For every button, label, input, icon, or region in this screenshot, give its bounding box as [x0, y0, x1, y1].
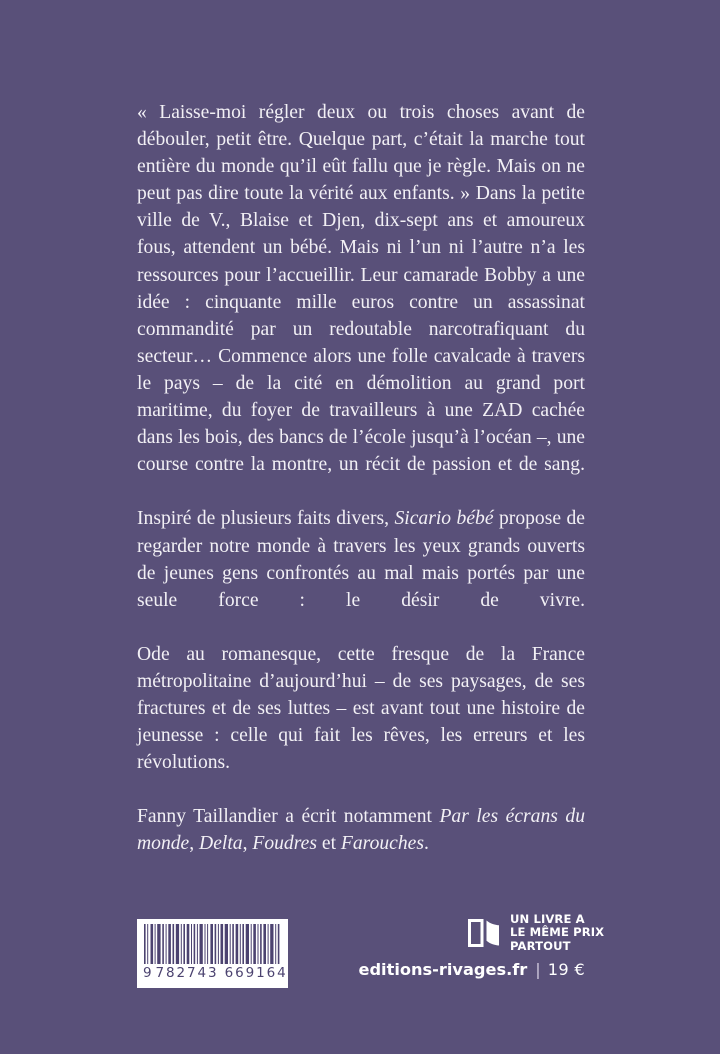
logo-line-1: UN LIVRE A: [510, 912, 585, 926]
author-bio: [137, 803, 585, 857]
publisher-price-line: [300, 960, 585, 979]
fixed-price-logo-text: [510, 913, 604, 953]
publisher-website[interactable]: editions-rivages.fr: [358, 960, 528, 979]
bio-period: .: [423, 833, 429, 855]
bio-separator-2: ,: [242, 833, 253, 855]
paragraph-spacer: [137, 776, 585, 803]
book-title-delta: Delta: [199, 833, 243, 855]
blurb-text-block: [137, 99, 585, 858]
blurb-paragraph-1: « Laisse-moi régler deux ou trois choses avant de débouler, petit être. Quelque part, c’était la marche tout entière du monde qu’il eût fallu que je règle. Mais on ne peut pas dire toute la vérité aux enfants. » Dans la petite ville de V., Blaise et Djen, dix-sept ans et amoureux fous, attendent un bébé. Mais ni l’un ni l’autre n’a les ressources pour l’accueillir. Leur camarade Bobby a une idée : cinquante mille euros contre un assassinat commandité par un redoutable narcotrafiquant du secteur… Commence alors une folle cavalcade à travers le pays – de la cité en démolition au grand port maritime, du foyer de travailleurs à une ZAD cachée dans les bois, des bancs de l’école jusqu’à l’océan –, une course contre la montre, un récit de passion et de sang.: [137, 102, 585, 476]
isbn-number: [143, 965, 288, 981]
isbn-main-digits: 782743 669164: [155, 965, 288, 981]
book-title-farouches: Farouches: [340, 833, 424, 855]
price-label: 19 €: [547, 960, 585, 979]
bio-separator-1: ,: [189, 833, 200, 855]
blurb-p2-tail: propose de regarder notre monde à travers les yeux grands ouverts de jeunes gens confrontés au mal mais portés par une seule force : le désir de vivre.: [137, 508, 585, 611]
blurb-p2-lead: Inspiré de plusieurs faits divers,: [137, 508, 395, 530]
author-bio-lead: Fanny Taillandier a écrit notamment: [137, 806, 440, 828]
book-title-foudres: Foudres: [252, 833, 317, 855]
bio-separator-3: et: [316, 833, 341, 855]
open-book-icon: [468, 918, 501, 948]
logo-line-3: PARTOUT: [510, 938, 571, 953]
fixed-price-logo: [468, 913, 604, 953]
blurb-paragraph-2: [137, 505, 585, 640]
isbn-lead-digit: 9: [143, 965, 154, 981]
barcode-bars-icon: [143, 924, 282, 964]
logo-line-2: LE MÊME PRIX: [510, 925, 605, 940]
blurb-paragraph-3: Ode au romanesque, cette fresque de la France métropolitaine d’aujourd’hui – de ses paysages, de ses fractures et de ses luttes – est avant tout une histoire de jeunesse : celle qui fait les rêves, les erreurs et les révolutions.: [137, 643, 585, 774]
book-title-par-les-ecrans-du-monde: Par les écrans du monde: [137, 806, 585, 855]
isbn-barcode: [137, 919, 288, 988]
book-title-sicario-bebe: Sicario bébé: [394, 508, 494, 530]
separator-pipe: |: [535, 960, 541, 979]
